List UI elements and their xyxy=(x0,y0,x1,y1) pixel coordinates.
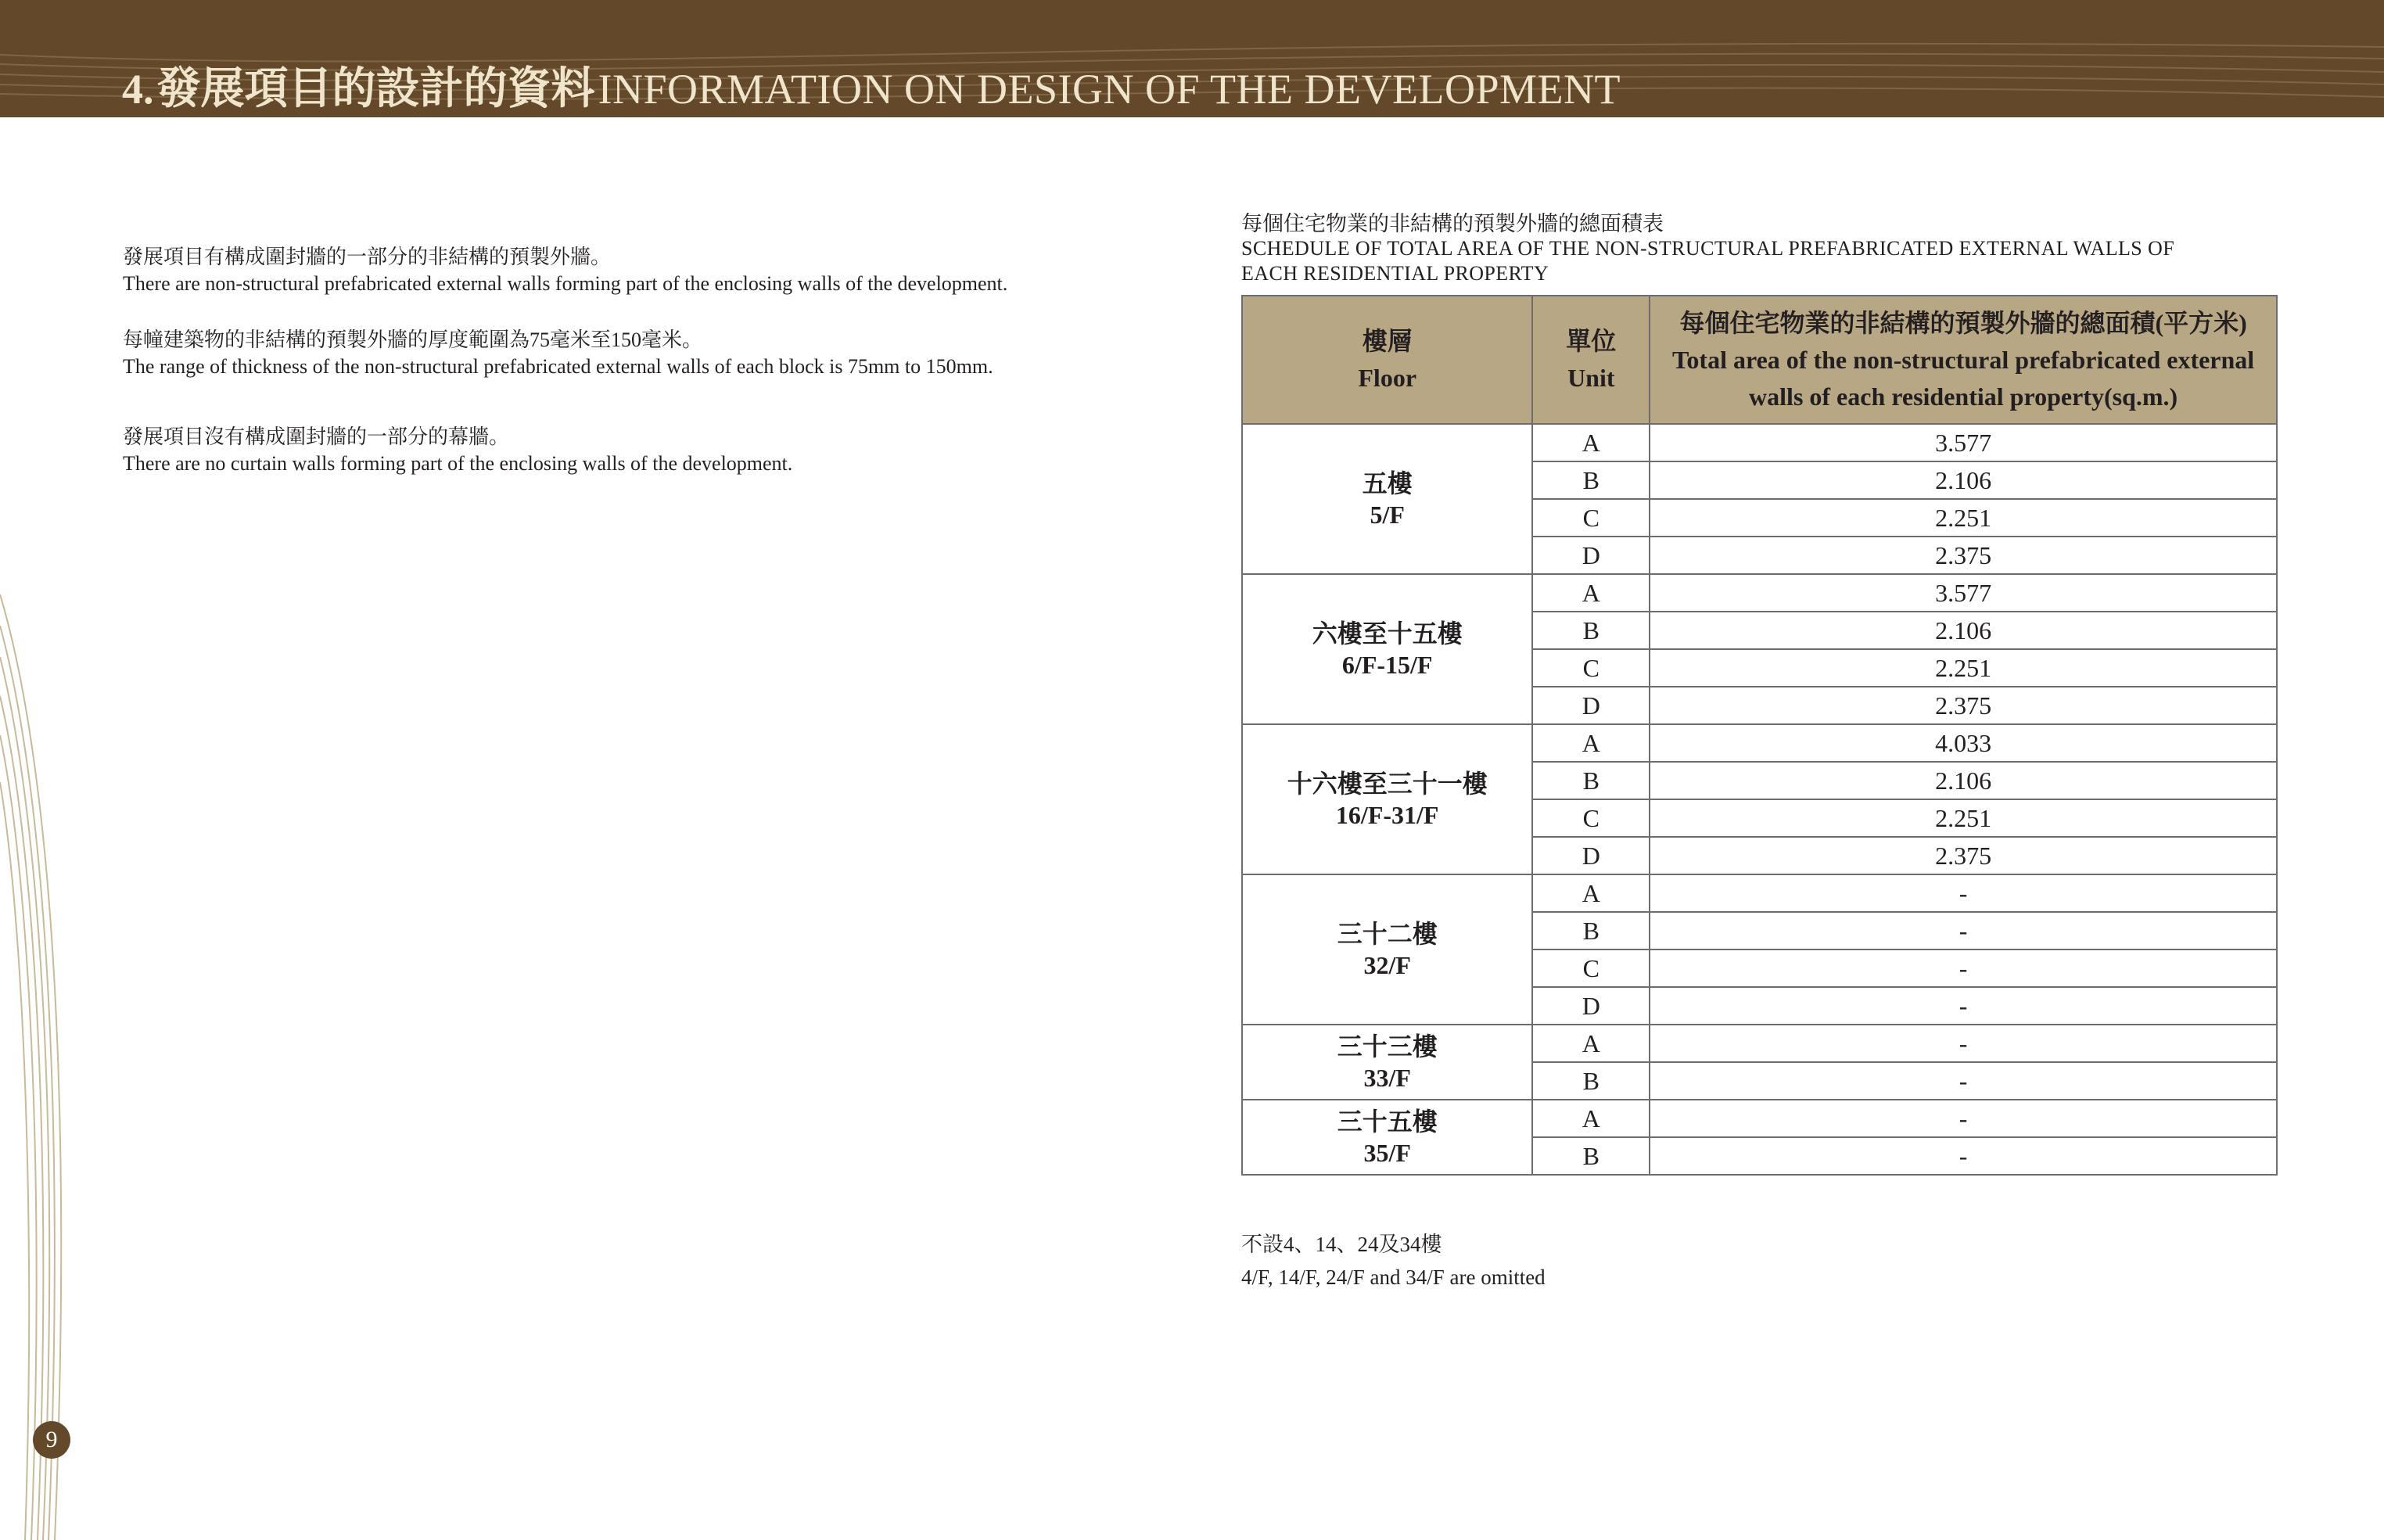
unit-cell: C xyxy=(1532,649,1650,687)
table-row xyxy=(1242,574,2277,612)
decorative-swoosh-lines xyxy=(0,594,86,1540)
schedule-title-zh: 每個住宅物業的非結構的預製外牆的總面積表 xyxy=(1241,212,1664,235)
area-value-cell: 2.251 xyxy=(1650,799,2277,837)
paragraph-en: The range of thickness of the non-structural prefabricated external walls of each block is 75mm to 150mm. xyxy=(123,355,993,378)
area-value-cell: 2.251 xyxy=(1650,499,2277,537)
header-band xyxy=(0,0,2384,117)
floor-label-zh: 十六樓至三十一樓 xyxy=(1287,770,1488,798)
floor-cell xyxy=(1242,1025,1532,1100)
area-value-cell: 4.033 xyxy=(1650,724,2277,762)
header-area-en-line1: Total area of the non-structural prefabricated external xyxy=(1672,345,2255,374)
table-row xyxy=(1242,424,2277,461)
floor-label-en: 16/F-31/F xyxy=(1335,801,1439,829)
floor-label-zh: 三十二樓 xyxy=(1337,920,1438,948)
floor-label-zh: 六樓至十五樓 xyxy=(1312,619,1463,648)
area-value-cell: - xyxy=(1650,987,2277,1025)
floor-label-zh: 三十五樓 xyxy=(1337,1107,1438,1136)
unit-cell: C xyxy=(1532,949,1650,987)
floor-label-en: 33/F xyxy=(1363,1064,1411,1092)
area-value-cell: 2.106 xyxy=(1650,762,2277,799)
area-value-cell: - xyxy=(1650,1100,2277,1137)
paragraph-en: There are no curtain walls forming part of the enclosing walls of the development. xyxy=(123,452,793,475)
area-value-cell: - xyxy=(1650,1137,2277,1175)
schedule-title-en-line2: EACH RESIDENTIAL PROPERTY xyxy=(1241,262,1549,285)
table-row xyxy=(1242,874,2277,912)
unit-cell: A xyxy=(1532,724,1650,762)
floor-cell xyxy=(1242,1100,1532,1175)
floor-label-zh: 三十三樓 xyxy=(1337,1032,1438,1061)
schedule-title-en-line1: SCHEDULE OF TOTAL AREA OF THE NON-STRUCTURAL PREFABRICATED EXTERNAL WALLS OF xyxy=(1241,237,2175,260)
area-value-cell: 2.375 xyxy=(1650,687,2277,724)
header-unit-zh: 單位 xyxy=(1566,327,1617,355)
header-floor-en: Floor xyxy=(1358,364,1417,392)
unit-cell: A xyxy=(1532,874,1650,912)
area-value-cell: - xyxy=(1650,1025,2277,1062)
unit-cell: A xyxy=(1532,574,1650,612)
paragraph-zh: 發展項目沒有構成圍封牆的一部分的幕牆。 xyxy=(123,425,510,448)
unit-cell: D xyxy=(1532,987,1650,1025)
schedule-table xyxy=(1241,295,2278,1176)
unit-cell: C xyxy=(1532,499,1650,537)
area-value-cell: 2.106 xyxy=(1650,461,2277,499)
area-value-cell: - xyxy=(1650,949,2277,987)
section-number: 4. xyxy=(122,66,154,113)
header-floor xyxy=(1242,296,1532,424)
area-value-cell: 2.375 xyxy=(1650,837,2277,874)
area-value-cell: - xyxy=(1650,874,2277,912)
unit-cell: B xyxy=(1532,612,1650,649)
floor-label-en: 5/F xyxy=(1370,501,1405,529)
unit-cell: C xyxy=(1532,799,1650,837)
schedule-title xyxy=(1241,211,2174,286)
area-value-cell: - xyxy=(1650,912,2277,949)
area-value-cell: 2.106 xyxy=(1650,612,2277,649)
floor-label-en: 32/F xyxy=(1363,951,1411,979)
paragraph-curtain-walls xyxy=(123,424,792,477)
note-en: 4/F, 14/F, 24/F and 34/F are omitted xyxy=(1241,1265,1546,1289)
unit-cell: B xyxy=(1532,762,1650,799)
unit-cell: B xyxy=(1532,1137,1650,1175)
table-header-row xyxy=(1242,296,2277,424)
area-value-cell: 3.577 xyxy=(1650,574,2277,612)
unit-cell: D xyxy=(1532,837,1650,874)
unit-cell: D xyxy=(1532,687,1650,724)
page-title xyxy=(122,67,1621,111)
paragraph-wall-thickness xyxy=(123,327,993,380)
paragraph-zh: 發展項目有構成圍封牆的一部分的非結構的預製外牆。 xyxy=(123,246,612,268)
paragraph-zh: 每幢建築物的非結構的預製外牆的厚度範圍為75毫米至150毫米。 xyxy=(123,328,703,351)
omitted-floors-note xyxy=(1241,1228,1546,1294)
floor-cell xyxy=(1242,874,1532,1025)
title-chinese: 發展項目的設計的資料 xyxy=(156,65,595,113)
unit-cell: D xyxy=(1532,537,1650,574)
unit-cell: B xyxy=(1532,461,1650,499)
floor-cell xyxy=(1242,574,1532,724)
paragraph-prefab-walls xyxy=(123,244,1007,297)
table-row xyxy=(1242,1100,2277,1137)
header-area-zh: 每個住宅物業的非結構的預製外牆的總面積(平方米) xyxy=(1679,308,2247,337)
header-unit-en: Unit xyxy=(1567,364,1615,392)
floor-cell xyxy=(1242,724,1532,874)
title-english: INFORMATION ON DESIGN OF THE DEVELOPMENT xyxy=(598,66,1621,113)
unit-cell: A xyxy=(1532,1100,1650,1137)
page-number: 9 xyxy=(33,1421,70,1459)
header-unit xyxy=(1532,296,1650,424)
paragraph-en: There are non-structural prefabricated external walls forming part of the enclosing walls of the development. xyxy=(123,272,1008,295)
area-value-cell: 2.251 xyxy=(1650,649,2277,687)
area-value-cell: 2.375 xyxy=(1650,537,2277,574)
floor-label-zh: 五樓 xyxy=(1362,469,1413,497)
header-area-en-line2: walls of each residential property(sq.m.) xyxy=(1749,382,2178,411)
unit-cell: A xyxy=(1532,1025,1650,1062)
unit-cell: A xyxy=(1532,424,1650,461)
floor-label-en: 35/F xyxy=(1363,1139,1411,1167)
table-row xyxy=(1242,724,2277,762)
floor-label-en: 6/F-15/F xyxy=(1341,651,1433,679)
floor-cell xyxy=(1242,424,1532,574)
area-value-cell: - xyxy=(1650,1062,2277,1100)
area-value-cell: 3.577 xyxy=(1650,424,2277,461)
header-area xyxy=(1650,296,2277,424)
unit-cell: B xyxy=(1532,912,1650,949)
note-zh: 不設4、14、24及34樓 xyxy=(1241,1233,1442,1256)
table-row xyxy=(1242,1025,2277,1062)
header-floor-zh: 樓層 xyxy=(1362,327,1413,355)
unit-cell: B xyxy=(1532,1062,1650,1100)
